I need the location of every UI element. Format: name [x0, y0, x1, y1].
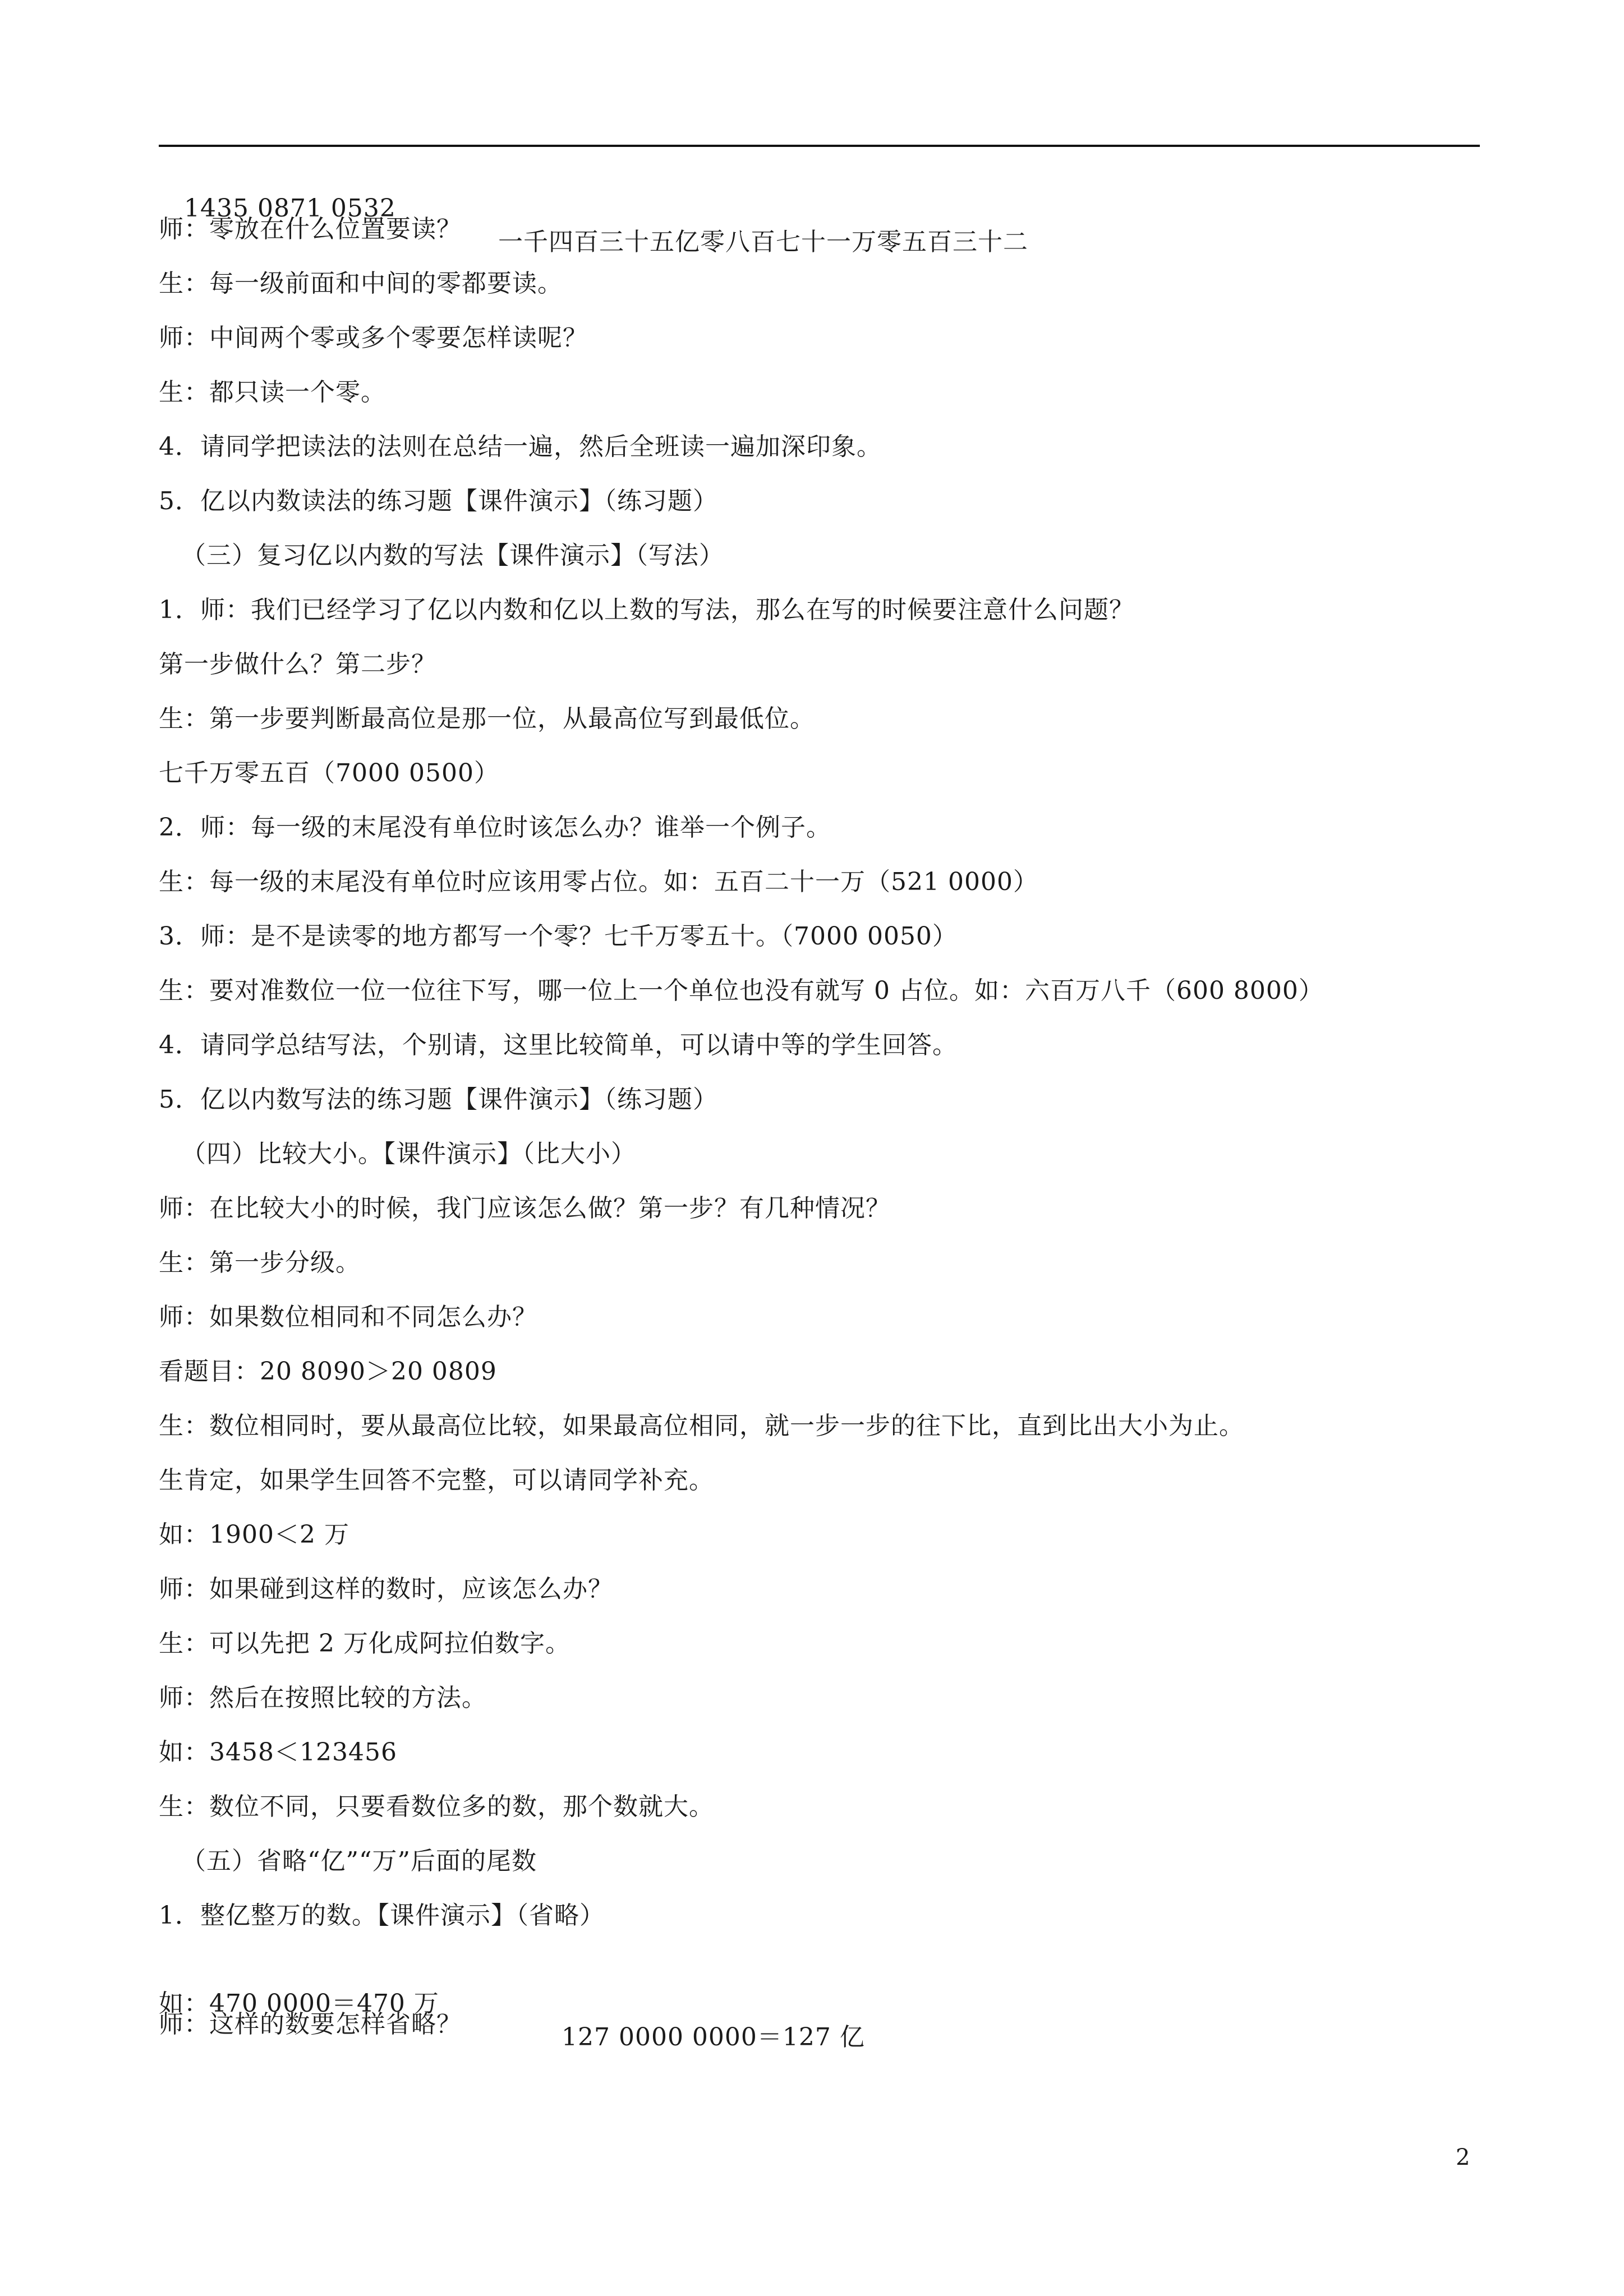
text-line: 生：可以先把 2 万化成阿拉伯数字。: [159, 1629, 571, 1658]
example-right: 127 0000 0000＝127 亿: [562, 2023, 865, 2051]
text-line: 如：1900＜2 万: [159, 1520, 349, 1549]
text-line: 第一步做什么？第二步？: [159, 650, 436, 679]
text-line: 生肯定，如果学生回答不完整，可以请同学补充。: [159, 1466, 714, 1495]
text-line: 4．请同学把读法的法则在总结一遍，然后全班读一遍加深印象。: [159, 432, 882, 461]
text-line: 生：要对准数位一位一位往下写，哪一位上一个单位也没有就写 0 占位。如：六百万八千（600 8000）: [159, 976, 1324, 1005]
section-heading: （三）复习亿以内数的写法【课件演示】（写法）: [181, 541, 724, 570]
text-line: 师：在比较大小的时候，我门应该怎么做？第一步？有几种情况？: [159, 1194, 891, 1223]
text-line: 看题目：20 8090＞20 0809: [159, 1357, 497, 1386]
text-line: 3．师：是不是读零的地方都写一个零？七千万零五十。（7000 0050）: [159, 922, 958, 951]
example-left: 如：470 0000＝470 万: [159, 1989, 439, 2018]
text-line: 4．请同学总结写法，个别请，这里比较简单，可以请中等的学生回答。: [159, 1031, 958, 1059]
text-line: 5．亿以内数写法的练习题【课件演示】（练习题）: [159, 1085, 718, 1114]
text-line: 师：零放在什么位置要读？: [159, 215, 462, 243]
text-line: 师：如果碰到这样的数时，应该怎么办？: [159, 1575, 613, 1603]
text-line: 2．师：每一级的末尾没有单位时该怎么办？谁举一个例子。: [159, 813, 831, 842]
page-number: 2: [1456, 2145, 1470, 2170]
text-line: 生：每一级前面和中间的零都要读。: [159, 269, 563, 298]
text-line: 师：中间两个零或多个零要怎样读呢？: [159, 324, 588, 352]
text-line: 师：这样的数要怎样省略？: [159, 2010, 462, 2039]
text-line: 生：数位相同时，要从最高位比较，如果最高位相同，就一步一步的往下比，直到比出大小为止。: [159, 1412, 1244, 1440]
text-line: 1．师：我们已经学习了亿以内数和亿以上数的写法，那么在写的时候要注意什么问题？: [159, 596, 1134, 624]
number-text: 1435 0871 0532: [184, 194, 396, 223]
text-line: 生：每一级的末尾没有单位时应该用零占位。如：五百二十一万（521 0000）: [159, 868, 1038, 896]
text-line: 七千万零五百（7000 0500）: [159, 759, 499, 787]
text-line: 生：都只读一个零。: [159, 378, 386, 407]
text-line: 1．整亿整万的数。【课件演示】（省略）: [159, 1901, 605, 1930]
text-line: 师：然后在按照比较的方法。: [159, 1684, 487, 1712]
text-line: 师：如果数位相同和不同怎么办？: [159, 1303, 537, 1331]
text-line: 生：第一步要判断最高位是那一位，从最高位写到最低位。: [159, 704, 815, 733]
text-line: 生：数位不同，只要看数位多的数，那个数就大。: [159, 1792, 714, 1821]
text-line: 生：第一步分级。: [159, 1248, 361, 1277]
text-line: 如：3458＜123456: [159, 1738, 397, 1767]
section-heading: （五）省略“亿”“万”后面的尾数: [181, 1847, 537, 1875]
text-line: 5．亿以内数读法的练习题【课件演示】（练习题）: [159, 487, 718, 515]
reading-text: 一千四百三十五亿零八百七十一万零五百三十二: [498, 228, 1028, 256]
section-heading: （四）比较大小。【课件演示】（比大小）: [181, 1140, 636, 1168]
header-rule: [159, 145, 1480, 147]
